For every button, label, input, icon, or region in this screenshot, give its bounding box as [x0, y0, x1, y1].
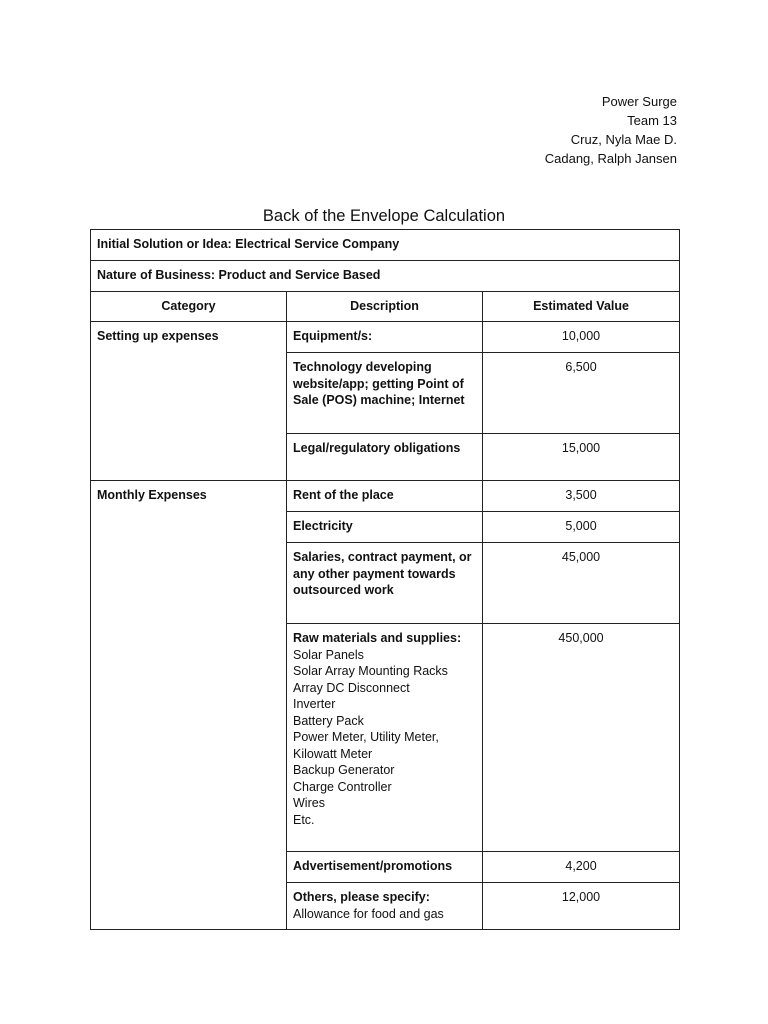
description-cell: Legal/regulatory obligations	[287, 434, 483, 481]
description-cell: Technology developing website/app; getting Point of Sale (POS) machine; Internet	[287, 353, 483, 434]
supply-item: Charge Controller	[293, 779, 392, 794]
calculation-table	[90, 229, 680, 930]
description-cell: Equipment/s:	[287, 322, 483, 353]
value-cell: 4,200	[483, 852, 680, 883]
table-row	[91, 261, 680, 292]
document-title: Back of the Envelope Calculation	[262, 207, 506, 225]
team-number: Team 13	[627, 113, 677, 128]
description-cell	[287, 883, 483, 930]
column-header-description: Description	[287, 292, 483, 322]
category-cell: Monthly Expenses	[91, 481, 287, 930]
column-header-estimated-value: Estimated Value	[483, 292, 680, 322]
description-cell: Advertisement/promotions	[287, 852, 483, 883]
author-name: Cadang, Ralph Jansen	[544, 151, 677, 166]
value-cell: 3,500	[483, 481, 680, 512]
value-cell: 6,500	[483, 353, 680, 434]
supply-item: Solar Panels	[293, 647, 364, 662]
supply-item: Solar Array Mounting Racks	[293, 664, 448, 678]
supply-item: Array DC Disconnect	[293, 680, 410, 695]
table-row	[91, 481, 680, 512]
author-block	[545, 92, 677, 168]
description-cell: Rent of the place	[287, 481, 483, 512]
description-cell	[287, 624, 483, 852]
author-name: Cruz, Nyla Mae D.	[570, 132, 677, 147]
category-cell: Setting up expenses	[91, 322, 287, 481]
raw-materials-heading: Raw materials and supplies:	[293, 631, 462, 645]
supply-item: Wires	[293, 796, 325, 810]
column-header-category: Category	[91, 292, 287, 322]
others-heading: Others, please specify:	[293, 890, 430, 904]
supply-item: Inverter	[293, 697, 336, 711]
value-cell: 45,000	[483, 543, 680, 624]
nature-of-business-cell: Nature of Business: Product and Service Based	[91, 261, 680, 292]
value-cell: 15,000	[483, 434, 680, 481]
value-cell: 450,000	[483, 624, 680, 852]
supply-item: Etc.	[293, 812, 315, 827]
table-row	[91, 230, 680, 261]
description-cell: Electricity	[287, 512, 483, 543]
initial-solution-cell: Initial Solution or Idea: Electrical Service Company	[91, 230, 680, 261]
table-row	[91, 322, 680, 353]
table-header-row	[91, 292, 680, 322]
value-cell: 12,000	[483, 883, 680, 930]
supply-item: Power Meter, Utility Meter, Kilowatt Meter	[293, 730, 439, 761]
value-cell: 10,000	[483, 322, 680, 353]
supply-item: Backup Generator	[293, 763, 395, 777]
value-cell: 5,000	[483, 512, 680, 543]
supply-item: Battery Pack	[293, 713, 364, 728]
team-name: Power Surge	[601, 94, 677, 109]
others-item: Allowance for food and gas	[293, 906, 444, 921]
description-cell: Salaries, contract payment, or any other payment towards outsourced work	[287, 543, 483, 624]
